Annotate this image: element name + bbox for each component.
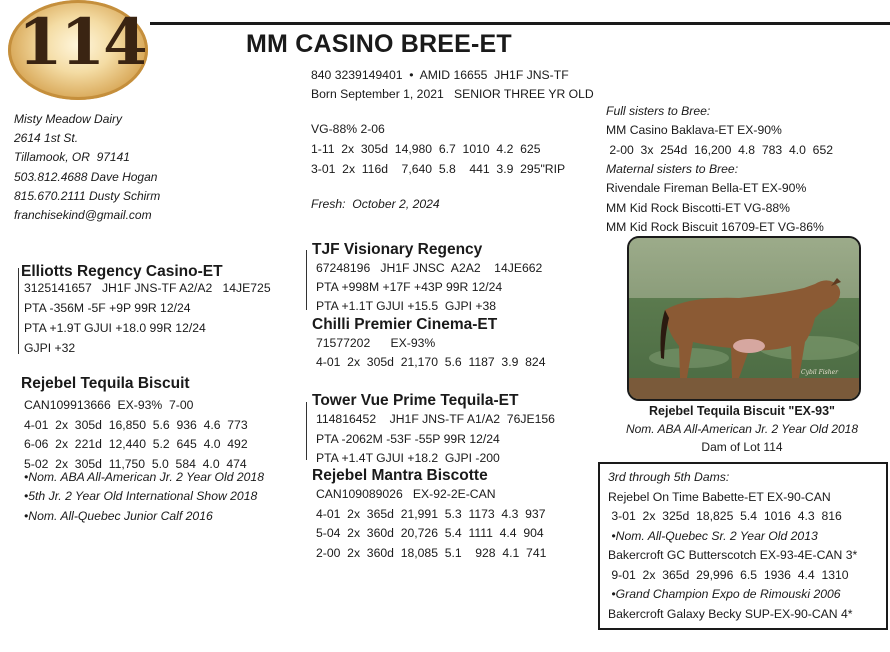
dam-dam-detail-line: 2-00 2x 360d 18,085 5.1 928 4.1 741 xyxy=(316,545,547,560)
fresh-date: Fresh: October 2, 2024 xyxy=(311,197,440,211)
dam-sire-name: Tower Vue Prime Tequila-ET xyxy=(312,392,519,409)
dam-box-line: Bakercroft Galaxy Becky SUP-EX-90-CAN 4* xyxy=(608,606,853,621)
record-line: 1-11 2x 305d 14,980 6.7 1010 4.2 625 xyxy=(311,142,541,156)
sister-line: Full sisters to Bree: xyxy=(606,104,711,118)
sister-line: Rivendale Fireman Bella-ET EX-90% xyxy=(606,181,807,196)
sire-dam-detail-line: 71577202 EX-93% xyxy=(316,336,436,350)
dam-box-line: •Nom. All-Quebec Sr. 2 Year Old 2013 xyxy=(608,528,818,543)
dam-dam-detail-line: 5-04 2x 360d 20,726 5.4 1111 4.4 904 xyxy=(316,526,544,540)
sire-detail-line: 3125141657 JH1F JNS-TF A2/A2 14JE725 xyxy=(24,281,271,295)
record-line: VG-88% 2-06 xyxy=(311,122,385,136)
sire-dam-detail-line: 4-01 2x 305d 21,170 5.6 1187 3.9 824 xyxy=(316,355,546,369)
dam-detail-line: 6-06 2x 221d 12,440 5.2 645 4.0 492 xyxy=(24,437,248,451)
sire-dam-name: Chilli Premier Cinema-ET xyxy=(312,316,498,333)
animal-id-line: 840 3239149401 • AMID 16655 JH1F JNS-TF xyxy=(311,68,569,82)
sire-detail-line: PTA +1.9T GJUI +18.0 99R 12/24 xyxy=(24,321,206,335)
sister-line: MM Kid Rock Biscuit 16709-ET VG-86% xyxy=(606,219,824,234)
dam-sire-detail-line: PTA -2062M -53F -55P 99R 12/24 xyxy=(316,431,500,446)
dam-detail-line: CAN109913666 EX-93% 7-00 xyxy=(24,398,194,412)
title-rule xyxy=(150,22,890,25)
birth-line: Born September 1, 2021 SENIOR THREE YR OLD xyxy=(311,87,594,101)
sire-sire-detail-line: PTA +998M +17F +43P 99R 12/24 xyxy=(316,280,503,294)
consignor-line: 503.812.4688 Dave Hogan xyxy=(14,169,158,184)
sister-line: Maternal sisters to Bree: xyxy=(606,161,739,176)
consignor-line: Tillamook, OR 97141 xyxy=(14,150,130,165)
dam-sire-brace xyxy=(306,402,307,460)
record-line: 3-01 2x 116d 7,640 5.8 441 3.9 295"RIP xyxy=(311,162,566,176)
dam-detail-line: 4-01 2x 305d 16,850 5.6 936 4.6 773 xyxy=(24,417,248,432)
third-to-fifth-dams-box xyxy=(598,462,888,630)
dam-box-line: Rejebel On Time Babette-ET EX-90-CAN xyxy=(608,489,831,504)
dam-box-line: 9-01 2x 365d 29,996 6.5 1936 4.4 1310 xyxy=(608,567,849,582)
sire-brace xyxy=(18,268,19,354)
photographer-signature: Cybil Fisher xyxy=(801,369,839,376)
sister-line: MM Casino Baklava-ET EX-90% xyxy=(606,123,782,138)
dam-detail-line: 5-02 2x 305d 11,750 5.0 584 4.0 474 xyxy=(24,456,247,471)
sire-detail-line: PTA -356M -5F +9P 99R 12/24 xyxy=(24,301,191,315)
sire-sire-detail-line: 67248196 JH1F JNSC A2A2 14JE662 xyxy=(316,261,543,275)
dam-dam-name: Rejebel Mantra Biscotte xyxy=(312,467,488,484)
dam-name: Rejebel Tequila Biscuit xyxy=(21,375,190,392)
sire-name: Elliotts Regency Casino-ET xyxy=(21,263,223,280)
dam-box-line: 3-01 2x 325d 18,825 5.4 1016 4.3 816 xyxy=(608,509,842,523)
photo-caption-dam-of-lot: Dam of Lot 114 xyxy=(701,440,783,454)
photo-caption-honor: Nom. ABA All-American Jr. 2 Year Old 2018 xyxy=(625,422,859,436)
dam-dam-detail-line: CAN109089026 EX-92-2E-CAN xyxy=(316,487,496,501)
consignor-line: 2614 1st St. xyxy=(14,131,79,146)
photo-caption-title: Rejebel Tequila Biscuit "EX-93" xyxy=(649,404,835,418)
sire-sire-name: TJF Visionary Regency xyxy=(312,241,483,258)
dam-honor-line: •Nom. ABA All-American Jr. 2 Year Old 2018 xyxy=(24,470,264,484)
dam-honor-line: •5th Jr. 2 Year Old International Show 2018 xyxy=(24,489,258,504)
cow-photo xyxy=(627,236,861,401)
dam-sire-detail-line: 114816452 JH1F JNS-TF A1/A2 76JE156 xyxy=(316,412,555,426)
dam-box-line: 3rd through 5th Dams: xyxy=(608,470,730,484)
sire-sire-brace xyxy=(306,250,307,310)
sire-detail-line: GJPI +32 xyxy=(24,341,76,355)
dam-sire-detail-line: PTA +1.4T GJUI +18.2 GJPI -200 xyxy=(316,451,500,465)
consignor-line: Misty Meadow Dairy xyxy=(14,112,123,126)
dam-box-line: •Grand Champion Expo de Rimouski 2006 xyxy=(608,587,841,601)
consignor-line: franchisekind@gmail.com xyxy=(14,208,152,222)
dam-honor-line: •Nom. All-Quebec Junior Calf 2016 xyxy=(24,508,213,523)
lot-number: 114 xyxy=(18,5,146,80)
cow-illustration xyxy=(629,238,859,399)
page-title: MM CASINO BREE-ET xyxy=(246,30,512,58)
dam-box-line: Bakercroft GC Butterscotch EX-93-4E-CAN 3* xyxy=(608,548,858,562)
sister-line: 2-00 3x 254d 16,200 4.8 783 4.0 652 xyxy=(606,142,833,157)
consignor-line: 815.670.2111 Dusty Schirm xyxy=(14,188,161,203)
dam-dam-detail-line: 4-01 2x 365d 21,991 5.3 1173 4.3 937 xyxy=(316,506,546,521)
sire-sire-detail-line: PTA +1.1T GJUI +15.5 GJPI +38 xyxy=(316,299,497,313)
sister-line: MM Kid Rock Biscotti-ET VG-88% xyxy=(606,200,790,215)
